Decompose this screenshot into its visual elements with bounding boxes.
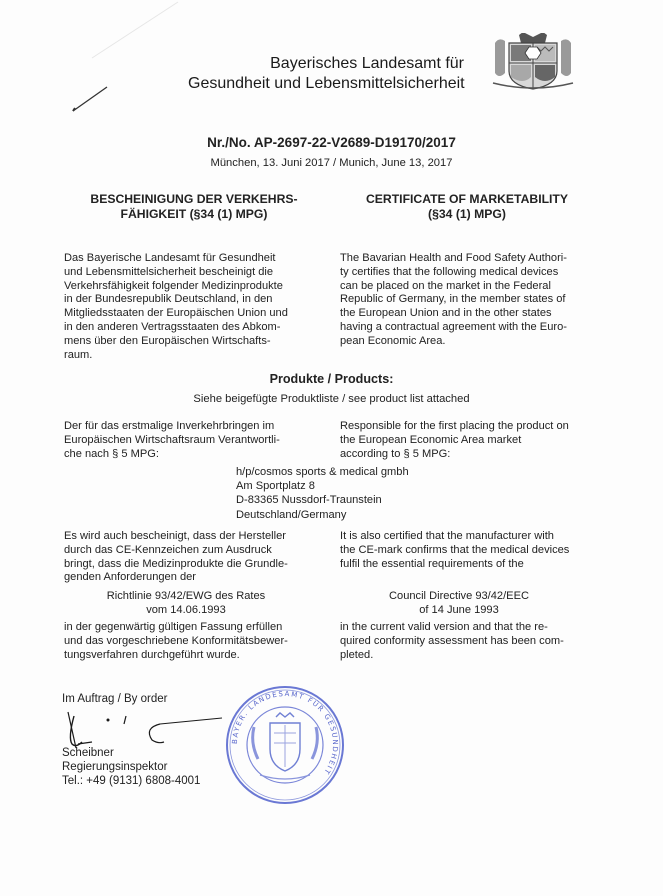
directive-line: Richtlinie 93/42/EWG des Rates bbox=[106, 590, 266, 602]
text-line: raum. bbox=[64, 348, 93, 361]
text-line: having a contractual agreement with the Euro- bbox=[340, 320, 567, 333]
manufacturer-name: h/p/cosmos sports & medical gmbh bbox=[236, 466, 409, 478]
text-line: in den anderen Vertragsstaaten des Abkom- bbox=[64, 320, 281, 333]
text-line: in the current valid version and that the re- bbox=[340, 621, 548, 633]
manufacturer-country: Deutschland/Germany bbox=[236, 508, 347, 521]
intro-german bbox=[64, 252, 304, 362]
heading-german bbox=[64, 192, 324, 222]
signatory-details bbox=[62, 746, 200, 789]
by-order-label: Im Auftrag / By order bbox=[62, 693, 168, 705]
text-line: It is also certified that the manufacturer with bbox=[340, 530, 554, 542]
text-line: in der Bundesrepublik Deutschland, in den bbox=[64, 293, 273, 306]
signatory-title: Regierungsinspektor bbox=[62, 761, 168, 774]
text-line: che nach § 5 MPG: bbox=[64, 447, 159, 460]
text-line: fulfil the essential requirements of the bbox=[340, 557, 524, 570]
seal-text: BAYER. LANDESAMT FÜR GESUNDHEIT bbox=[230, 689, 340, 777]
text-line: mens über den Europäischen Wirtschafts- bbox=[64, 334, 271, 347]
products-subtitle: Siehe beigefügte Produktliste / see product list attached bbox=[193, 393, 470, 405]
text-line: ty certifies that the following medical devices bbox=[340, 265, 559, 278]
text-line: the European Union and in the other states bbox=[340, 307, 552, 320]
text-line: genden Anforderungen der bbox=[64, 571, 197, 584]
manufacturer-city: D-83365 Nussdorf-Traunstein bbox=[236, 494, 382, 507]
text-line: tungsverfahren durchgeführt wurde. bbox=[64, 648, 240, 661]
text-line: Verkehrsfähigkeit folgender Medizinprodukte bbox=[64, 279, 283, 292]
text-line: Es wird auch bescheinigt, dass der Hersteller bbox=[64, 530, 286, 542]
signatory-name: Scheibner bbox=[62, 747, 114, 759]
text-line: Der für das erstmalige Inverkehrbringen im bbox=[64, 420, 275, 432]
heading-english-line: (§34 (1) MPG) bbox=[428, 207, 506, 221]
heading-german-line: FÄHIGKEIT (§34 (1) MPG) bbox=[120, 207, 268, 221]
certified-german bbox=[64, 530, 304, 585]
directive-english bbox=[340, 589, 578, 617]
manufacturer-address bbox=[236, 465, 409, 522]
intro-english bbox=[340, 252, 578, 349]
manufacturer-street: Am Sportplatz 8 bbox=[236, 480, 315, 493]
directive-german bbox=[64, 589, 308, 617]
responsible-english bbox=[340, 420, 578, 461]
authority-line-1: Bayerisches Landesamt für bbox=[270, 55, 464, 72]
text-line: Das Bayerische Landesamt für Gesundheit bbox=[64, 252, 276, 264]
directive-line: vom 14.06.1993 bbox=[146, 604, 226, 616]
text-line: und Lebensmittelsicherheit bescheinigt die bbox=[64, 265, 274, 278]
text-line: pean Economic Area. bbox=[340, 334, 446, 347]
text-line: can be placed on the market in the Federal bbox=[340, 279, 551, 292]
text-line: pleted. bbox=[340, 648, 374, 661]
text-line: und das vorgeschriebene Konformitätsbewer- bbox=[64, 634, 288, 647]
heading-english bbox=[336, 192, 598, 222]
authority-name bbox=[188, 54, 464, 94]
heading-english-line: CERTIFICATE OF MARKETABILITY bbox=[366, 192, 568, 206]
text-line: quired conformity assessment has been com- bbox=[340, 634, 564, 647]
heading-german-line: BESCHEINIGUNG DER VERKEHRS- bbox=[90, 192, 298, 206]
text-line: the CE-mark confirms that the medical devices bbox=[340, 543, 570, 556]
text-line: Mitgliedsstaaten der Europäischen Union und bbox=[64, 307, 288, 320]
text-line: The Bavarian Health and Food Safety Authori- bbox=[340, 252, 567, 264]
conformity-german bbox=[64, 621, 304, 662]
directive-line: of 14 June 1993 bbox=[419, 604, 499, 616]
certified-english bbox=[340, 530, 578, 571]
responsible-german bbox=[64, 420, 304, 461]
signatory-phone: Tel.: +49 (9131) 6808-4001 bbox=[62, 775, 201, 788]
text-line: durch das CE-Kennzeichen zum Ausdruck bbox=[64, 543, 272, 556]
text-line: according to § 5 MPG: bbox=[340, 447, 451, 460]
bavarian-coat-of-arms-icon bbox=[489, 33, 577, 91]
text-line: Republic of Germany, in the member states of bbox=[340, 293, 566, 306]
pen-mark bbox=[70, 84, 110, 114]
authority-line-2: Gesundheit und Lebensmittelsicherheit bbox=[188, 75, 465, 92]
conformity-english bbox=[340, 621, 578, 662]
official-seal-icon bbox=[224, 683, 346, 807]
text-line: Responsible for the first placing the product on bbox=[340, 420, 569, 432]
text-line: in der gegenwärtig gültigen Fassung erfüllen bbox=[64, 621, 283, 633]
document-number: Nr./No. AP-2697-22-V2689-D19170/2017 bbox=[207, 135, 456, 150]
text-line: Europäischen Wirtschaftsraum Verantwortli- bbox=[64, 433, 280, 446]
directive-line: Council Directive 93/42/EEC bbox=[389, 590, 529, 602]
paper-fold-mark bbox=[90, 0, 180, 60]
text-line: the European Economic Area market bbox=[340, 433, 522, 446]
text-line: bringt, dass die Medizinprodukte die Grundle- bbox=[64, 557, 288, 570]
document-date: München, 13. Juni 2017 / Munich, June 13, 2017 bbox=[210, 157, 453, 169]
products-title: Produkte / Products: bbox=[269, 372, 394, 386]
